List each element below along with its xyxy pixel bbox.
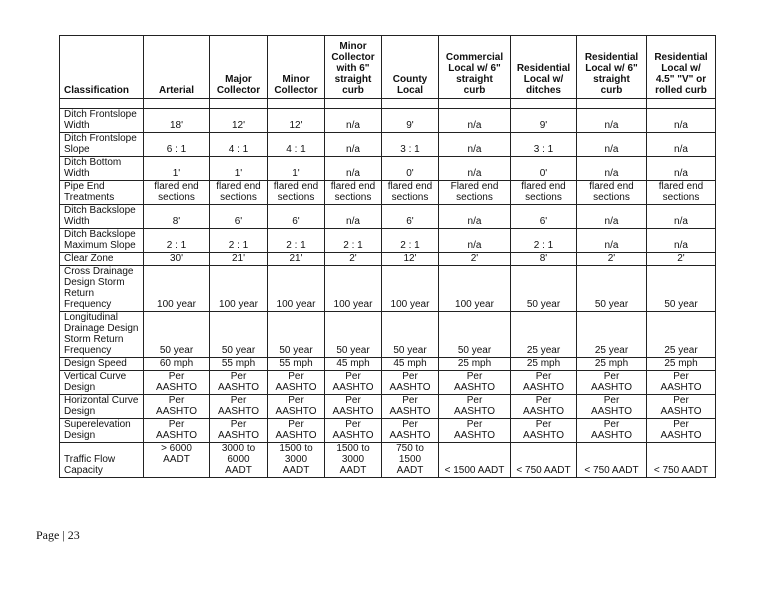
table-cell: 12' xyxy=(382,253,439,266)
table-cell: n/a xyxy=(325,133,382,157)
table-cell: 50 year xyxy=(382,312,439,358)
table-cell: 50 year xyxy=(647,266,716,312)
table-cell: 55 mph xyxy=(210,358,268,371)
header-cell: Major Collector xyxy=(210,36,268,99)
table-cell: Per AASHTO xyxy=(144,371,210,395)
table-cell: 6' xyxy=(382,205,439,229)
row-label: Superelevation Design xyxy=(60,419,144,443)
table-cell: 100 year xyxy=(144,266,210,312)
table-cell: 25 mph xyxy=(439,358,511,371)
table-cell: Per AASHTO xyxy=(382,371,439,395)
table-cell: < 750 AADT xyxy=(511,443,577,478)
table-cell: Flared end sections xyxy=(439,181,511,205)
header-row xyxy=(60,36,716,99)
table-row xyxy=(60,229,716,253)
table-cell: 2 : 1 xyxy=(511,229,577,253)
table-row xyxy=(60,157,716,181)
table-cell: 25 mph xyxy=(577,358,647,371)
table-cell: Per AASHTO xyxy=(210,419,268,443)
table-cell: flared end sections xyxy=(511,181,577,205)
table-cell: > 6000 AADT xyxy=(144,443,210,478)
table-cell: 25 year xyxy=(511,312,577,358)
table-body xyxy=(60,99,716,478)
table-cell: Per AASHTO xyxy=(268,419,325,443)
table-row xyxy=(60,133,716,157)
table-cell: Per AASHTO xyxy=(144,419,210,443)
row-label: Horizontal Curve Design xyxy=(60,395,144,419)
table-cell: flared end sections xyxy=(144,181,210,205)
table-cell: Per AASHTO xyxy=(511,371,577,395)
table-cell: n/a xyxy=(647,109,716,133)
table-cell: 0' xyxy=(382,157,439,181)
row-label: Ditch Frontslope Width xyxy=(60,109,144,133)
table-cell: Per AASHTO xyxy=(325,395,382,419)
table-cell: 6' xyxy=(268,205,325,229)
table-cell: 2 : 1 xyxy=(268,229,325,253)
table-row xyxy=(60,205,716,229)
table-row xyxy=(60,358,716,371)
table-cell: n/a xyxy=(325,205,382,229)
table-cell: Per AASHTO xyxy=(144,395,210,419)
table-cell: 50 year xyxy=(511,266,577,312)
table-cell: 3 : 1 xyxy=(511,133,577,157)
table-cell: Per AASHTO xyxy=(511,395,577,419)
table-cell: 45 mph xyxy=(382,358,439,371)
table-cell: Per AASHTO xyxy=(647,419,716,443)
table-cell: n/a xyxy=(325,157,382,181)
table-cell: flared end sections xyxy=(268,181,325,205)
row-label: Vertical Curve Design xyxy=(60,371,144,395)
header-cell: Commercial Local w/ 6" straight curb xyxy=(439,36,511,99)
row-label: Cross Drainage Design Storm Return Frequency xyxy=(60,266,144,312)
spacer-row xyxy=(60,99,716,109)
table-cell: 2' xyxy=(647,253,716,266)
table-cell: 3 : 1 xyxy=(382,133,439,157)
table-cell: < 750 AADT xyxy=(647,443,716,478)
table-cell: 4 : 1 xyxy=(268,133,325,157)
header-cell: Classification xyxy=(60,36,144,99)
table-row xyxy=(60,181,716,205)
table-cell: 9' xyxy=(511,109,577,133)
table-cell: 100 year xyxy=(439,266,511,312)
header-cell: Residential Local w/ 4.5" "V" or rolled curb xyxy=(647,36,716,99)
table-cell: Per AASHTO xyxy=(647,371,716,395)
table-cell: 0' xyxy=(511,157,577,181)
table-cell: 12' xyxy=(268,109,325,133)
table-cell: 4 : 1 xyxy=(210,133,268,157)
table-cell: Per AASHTO xyxy=(439,419,511,443)
table-cell: n/a xyxy=(439,157,511,181)
table-cell: Per AASHTO xyxy=(511,419,577,443)
table-cell: flared end sections xyxy=(382,181,439,205)
table-cell: Per AASHTO xyxy=(382,419,439,443)
row-label: Ditch Backslope Maximum Slope xyxy=(60,229,144,253)
table-cell: 12' xyxy=(210,109,268,133)
table-cell: 1' xyxy=(210,157,268,181)
table-cell: 100 year xyxy=(210,266,268,312)
table-cell: Per AASHTO xyxy=(268,395,325,419)
table-row xyxy=(60,443,716,478)
table-cell: 2' xyxy=(325,253,382,266)
table-row xyxy=(60,109,716,133)
table-cell: Per AASHTO xyxy=(577,395,647,419)
table-cell: n/a xyxy=(439,109,511,133)
table-cell: 6 : 1 xyxy=(144,133,210,157)
table-cell: n/a xyxy=(647,205,716,229)
table-cell: n/a xyxy=(439,229,511,253)
table-cell: n/a xyxy=(439,205,511,229)
table-cell: 25 mph xyxy=(511,358,577,371)
table-cell: 2 : 1 xyxy=(325,229,382,253)
table-row xyxy=(60,266,716,312)
table-cell: Per AASHTO xyxy=(382,395,439,419)
page-number: Page | 23 xyxy=(36,528,80,542)
row-label: Clear Zone xyxy=(60,253,144,266)
classification-table xyxy=(59,35,716,478)
table-cell: flared end sections xyxy=(577,181,647,205)
table-cell: n/a xyxy=(647,157,716,181)
table-cell: Per AASHTO xyxy=(577,371,647,395)
table-cell: n/a xyxy=(439,133,511,157)
table-cell: n/a xyxy=(325,109,382,133)
table-cell: 2 : 1 xyxy=(382,229,439,253)
table-cell: < 1500 AADT xyxy=(439,443,511,478)
table-cell: 8' xyxy=(144,205,210,229)
table-row xyxy=(60,371,716,395)
table-cell: 50 year xyxy=(325,312,382,358)
table-cell: 60 mph xyxy=(144,358,210,371)
table-cell: 25 year xyxy=(647,312,716,358)
row-label: Longitudinal Drainage Design Storm Return Frequency xyxy=(60,312,144,358)
table-cell: n/a xyxy=(647,133,716,157)
table-cell: Per AASHTO xyxy=(210,395,268,419)
table-cell: 8' xyxy=(511,253,577,266)
table-cell: 2 : 1 xyxy=(210,229,268,253)
table-row xyxy=(60,395,716,419)
header-cell: Residential Local w/ 6" straight curb xyxy=(577,36,647,99)
table-cell: 2' xyxy=(439,253,511,266)
table-cell: 18' xyxy=(144,109,210,133)
table-cell: < 750 AADT xyxy=(577,443,647,478)
table-cell: 100 year xyxy=(382,266,439,312)
table-cell: Per AASHTO xyxy=(439,395,511,419)
table-cell: 21' xyxy=(210,253,268,266)
table-row xyxy=(60,253,716,266)
row-label: Pipe End Treatments xyxy=(60,181,144,205)
table-cell: 100 year xyxy=(325,266,382,312)
header-cell: County Local xyxy=(382,36,439,99)
table-cell: 45 mph xyxy=(325,358,382,371)
header-cell: Arterial xyxy=(144,36,210,99)
table-cell: Per AASHTO xyxy=(647,395,716,419)
table-cell: Per AASHTO xyxy=(577,419,647,443)
table-cell: n/a xyxy=(577,157,647,181)
table-cell: 1' xyxy=(144,157,210,181)
table-cell: 55 mph xyxy=(268,358,325,371)
table-cell: 750 to 1500 AADT xyxy=(382,443,439,478)
table-cell: 6' xyxy=(511,205,577,229)
header-cell: Residential Local w/ ditches xyxy=(511,36,577,99)
table-cell: flared end sections xyxy=(210,181,268,205)
table-cell: Per AASHTO xyxy=(210,371,268,395)
table-row xyxy=(60,312,716,358)
table-cell: 1500 to 3000 AADT xyxy=(268,443,325,478)
table-cell: 2' xyxy=(577,253,647,266)
table-cell: 21' xyxy=(268,253,325,266)
table-cell: 1500 to 3000 AADT xyxy=(325,443,382,478)
table-cell: 6' xyxy=(210,205,268,229)
table-cell: 50 year xyxy=(210,312,268,358)
table-cell: 25 mph xyxy=(647,358,716,371)
table-cell: flared end sections xyxy=(325,181,382,205)
table-cell: n/a xyxy=(577,229,647,253)
row-label: Traffic Flow Capacity xyxy=(60,443,144,478)
table-cell: 25 year xyxy=(577,312,647,358)
table-cell: 50 year xyxy=(439,312,511,358)
table-cell: 50 year xyxy=(577,266,647,312)
header-cell: Minor Collector with 6" straight curb xyxy=(325,36,382,99)
table-cell: 1' xyxy=(268,157,325,181)
table-cell: 50 year xyxy=(268,312,325,358)
table-cell: Per AASHTO xyxy=(268,371,325,395)
table-cell: 3000 to 6000 AADT xyxy=(210,443,268,478)
table-cell: 30' xyxy=(144,253,210,266)
table-cell: 50 year xyxy=(144,312,210,358)
row-label: Ditch Frontslope Slope xyxy=(60,133,144,157)
row-label: Ditch Bottom Width xyxy=(60,157,144,181)
table-row xyxy=(60,419,716,443)
table-cell: Per AASHTO xyxy=(439,371,511,395)
table-cell: n/a xyxy=(647,229,716,253)
table-cell: Per AASHTO xyxy=(325,371,382,395)
table-cell: 9' xyxy=(382,109,439,133)
row-label: Ditch Backslope Width xyxy=(60,205,144,229)
table-cell: n/a xyxy=(577,205,647,229)
table-cell: flared end sections xyxy=(647,181,716,205)
table-cell: n/a xyxy=(577,133,647,157)
header-cell: Minor Collector xyxy=(268,36,325,99)
table-cell: n/a xyxy=(577,109,647,133)
table-cell: 2 : 1 xyxy=(144,229,210,253)
row-label: Design Speed xyxy=(60,358,144,371)
table-cell: 100 year xyxy=(268,266,325,312)
table-cell: Per AASHTO xyxy=(325,419,382,443)
